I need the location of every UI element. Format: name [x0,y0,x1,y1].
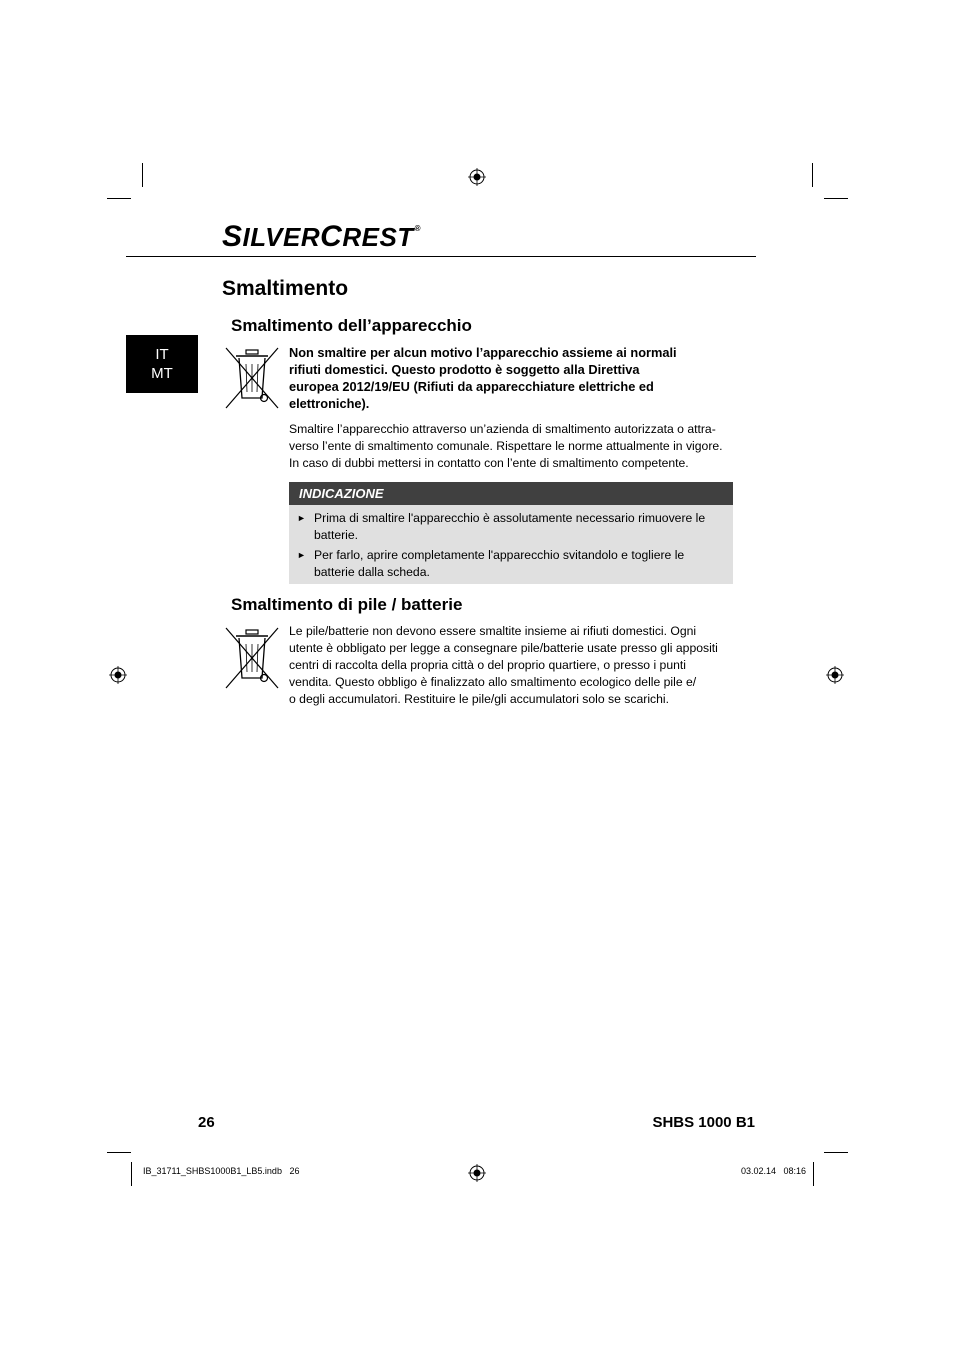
text-line: verso l’ente di smaltimento comunale. Rispettare le norme attualmente in vigore. [289,439,723,453]
text-line: vendita. Questo obbligo è finalizzato allo smaltimento ecologico delle pile e/ [289,675,697,689]
language-code: IT [155,346,169,363]
arrow-bullet-icon: ► [297,550,306,560]
text-line: batterie dalla scheda. [314,565,430,579]
brand-logo: SILVERCREST® [222,220,422,253]
text-line: Non smaltire per alcun motivo l’apparecchio assieme ai normali [289,345,677,360]
text-line: utente è obbligato per legge a consegnare pile/batterie usate presso gli appositi [289,641,718,655]
crop-mark [107,1152,131,1153]
registration-mark-icon [109,666,127,684]
text-line: Per farlo, aprire completamente l'apparecchio svitandolo e togliere le [314,548,685,562]
note-header: INDICAZIONE [289,482,733,505]
slug-file: IB_31711_SHBS1000B1_LB5.indb 26 [143,1166,300,1176]
text-line: Smaltire l’apparecchio attraverso un’azienda di smaltimento autorizzata o attra- [289,422,716,436]
crossed-out-wheeled-bin-icon [224,346,280,410]
text-line: elettroniche). [289,396,370,411]
text-line: rifiuti domestici. Questo prodotto è soggetto alla Direttiva [289,362,640,377]
text-line: batterie. [314,528,359,542]
body-paragraph [289,623,739,708]
crop-mark [142,163,143,187]
note-box [289,482,733,584]
registration-mark-icon [468,1164,486,1182]
slug-datetime: 03.02.14 08:16 [740,1166,806,1176]
header-rule [126,256,756,257]
language-tab [126,335,198,393]
text-line: o degli accumulatori. Restituire le pile/gli accumulatori solo se scarichi. [289,692,670,706]
text-line: centri di raccolta della propria città o del proprio quartiere, o presso i punti [289,658,686,672]
page-title: Smaltimento [222,277,349,300]
crop-mark [812,163,813,187]
section-heading: Smaltimento dell’apparecchio [231,316,472,335]
registration-mark-icon [826,666,844,684]
model-number: SHBS 1000 B1 [652,1114,755,1131]
note-item [314,547,714,581]
section-heading: Smaltimento di pile / batterie [231,595,463,614]
text-line: Prima di smaltire l'apparecchio è assolutamente necessario rimuovere le [314,511,706,525]
registration-mark-icon [468,168,486,186]
warning-text [289,344,739,412]
body-paragraph [289,421,739,472]
arrow-bullet-icon: ► [297,513,306,523]
text-line: europea 2012/19/EU (Rifiuti da apparecchiature elettriche ed [289,379,654,394]
note-item [314,510,714,544]
crop-mark [824,1152,848,1153]
page-number: 26 [198,1114,215,1131]
crossed-out-wheeled-bin-icon [224,626,280,690]
text-line: In caso di dubbi mettersi in contatto con l’ente di smaltimento competente. [289,456,689,470]
crop-mark [131,1162,132,1186]
crop-mark [824,198,848,199]
crop-mark [107,198,131,199]
text-line: Le pile/batterie non devono essere smaltite insieme ai rifiuti domestici. Ogni [289,624,697,638]
language-code: MT [151,365,173,382]
crop-mark [813,1162,814,1186]
